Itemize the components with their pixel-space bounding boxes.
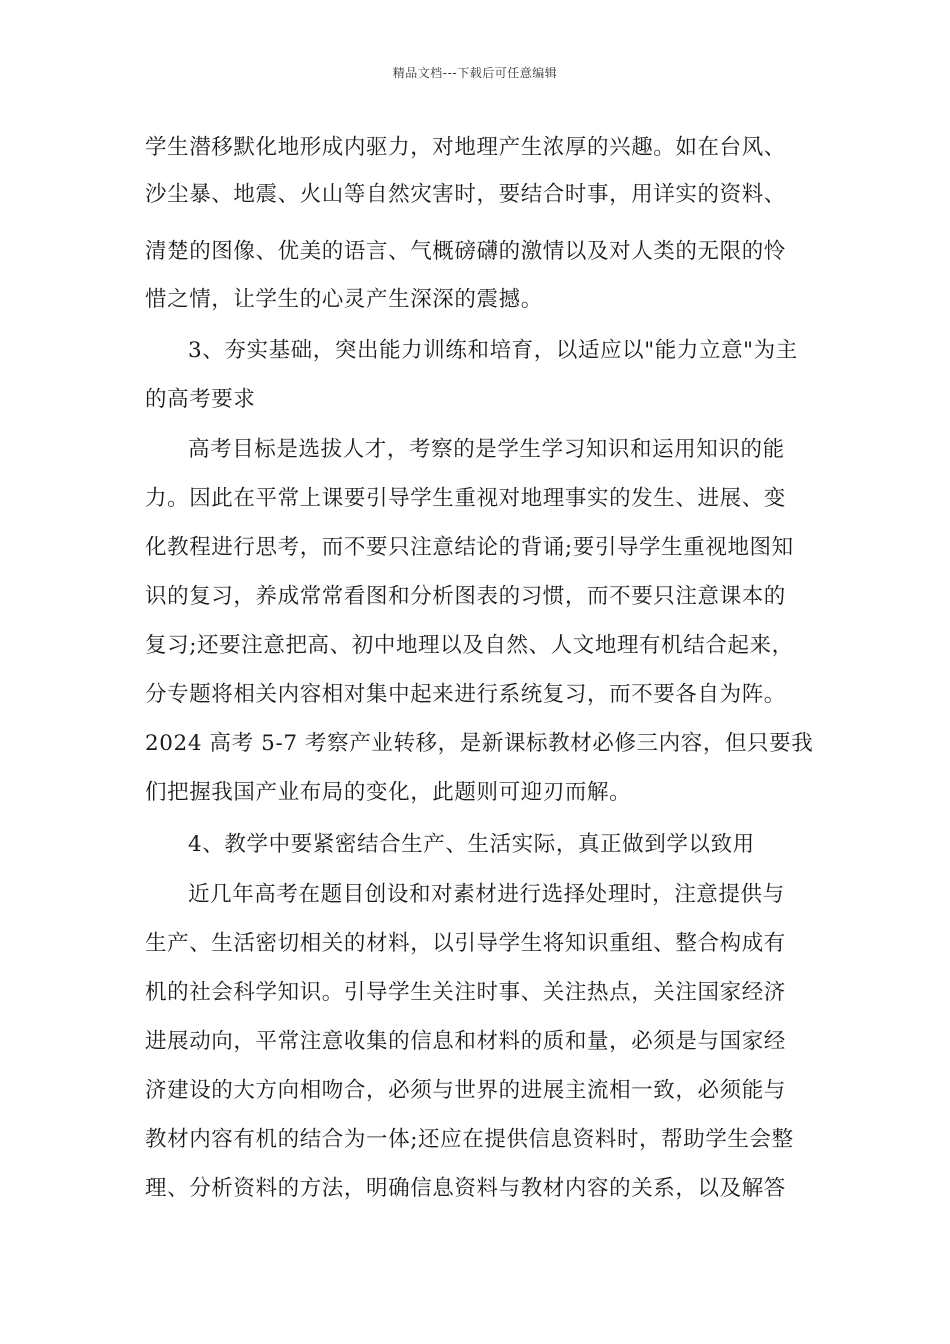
body-line-9: 化教程进行思考，而不要只注意结论的背诵;要引导学生重视地图知 xyxy=(145,535,794,560)
body-line-8: 力。因此在平常上课要引导学生重视对地理事实的发生、进展、变 xyxy=(145,486,786,511)
body-line-14: 们把握我国产业布局的变化，此题则可迎刃而解。 xyxy=(145,780,632,805)
section-heading-4: 4、教学中要紧密结合生产、生活实际，真正做到学以致用 xyxy=(188,832,755,857)
body-line-12: 分专题将相关内容相对集中起来进行系统复习，而不要各自为阵。 xyxy=(145,682,786,707)
body-line-2: 沙尘暴、地震、火山等自然灾害时，要结合时事，用详实的资料、 xyxy=(145,182,786,207)
body-line-17: 生产、生活密切相关的材料，以引导学生将知识重组、整合构成有 xyxy=(145,931,786,956)
body-line-4: 惜之情，让学生的心灵产生深深的震撼。 xyxy=(145,287,543,312)
page-header: 精品文档---下载后可任意编辑 xyxy=(392,66,558,80)
body-line-16: 近几年高考在题目创设和对素材进行选择处理时，注意提供与 xyxy=(188,882,785,907)
body-line-1: 学生潜移默化地形成内驱力，对地理产生浓厚的兴趣。如在台风、 xyxy=(145,135,786,160)
body-line-22: 理、分析资料的方法，明确信息资料与教材内容的关系，以及解答 xyxy=(145,1176,786,1201)
body-line-18: 机的社会科学知识。引导学生关注时事、关注热点，关注国家经济 xyxy=(145,980,786,1005)
body-line-3: 清楚的图像、优美的语言、气概磅礴的激情以及对人类的无限的怜 xyxy=(145,239,786,264)
section-heading-3-cont: 的高考要求 xyxy=(145,387,256,412)
body-line-11: 复习;还要注意把高、初中地理以及自然、人文地理有机结合起来， xyxy=(145,633,794,658)
body-line-10: 识的复习，养成常常看图和分析图表的习惯，而不要只注意课本的 xyxy=(145,584,786,609)
body-line-20: 济建设的大方向相吻合，必须与世界的进展主流相一致，必须能与 xyxy=(145,1078,786,1103)
body-line-19: 进展动向，平常注意收集的信息和材料的质和量，必须是与国家经 xyxy=(145,1029,786,1054)
body-line-21: 教材内容有机的结合为一体;还应在提供信息资料时，帮助学生会整 xyxy=(145,1127,794,1152)
section-heading-3: 3、夯实基础，突出能力训练和培育，以适应以"能力立意"为主 xyxy=(188,338,798,363)
body-line-7: 高考目标是选拔人才，考察的是学生学习知识和运用知识的能 xyxy=(188,437,785,462)
body-line-13: 2024 高考 5-7 考察产业转移，是新课标教材必修三内容，但只要我 xyxy=(145,731,814,756)
